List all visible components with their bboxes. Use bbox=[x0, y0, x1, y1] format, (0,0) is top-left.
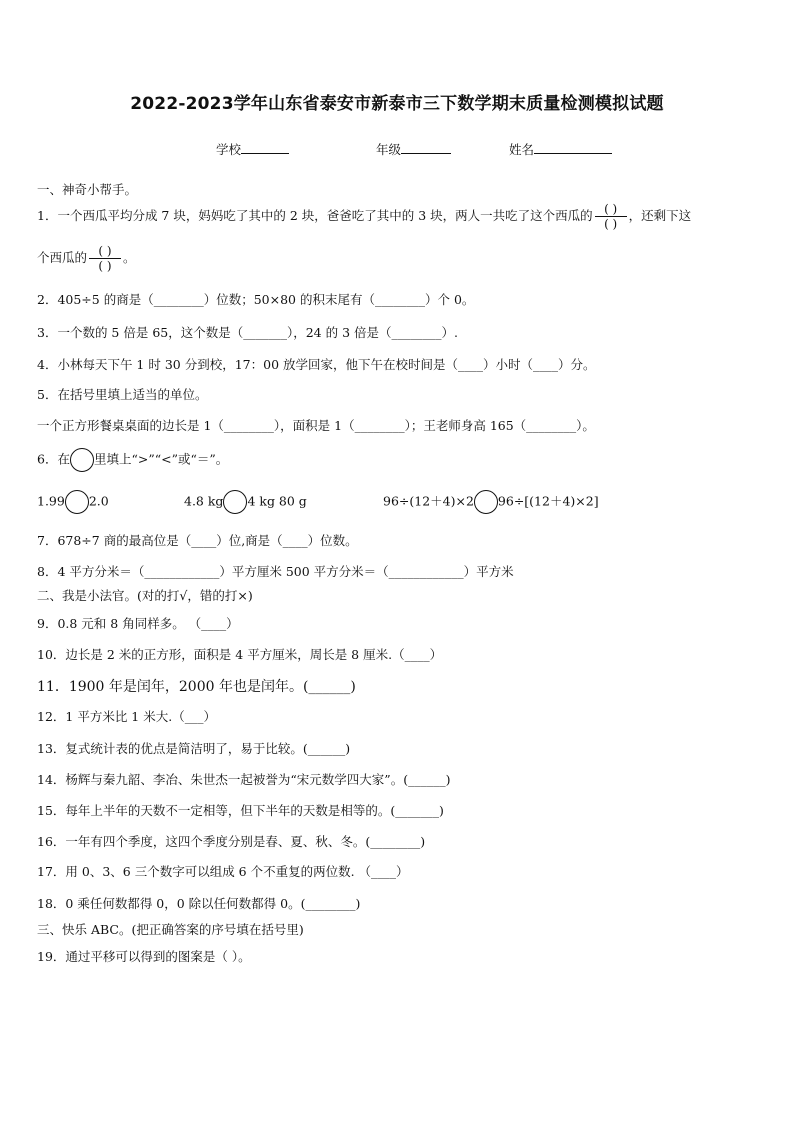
comparison-2-left: 4.8 kg bbox=[184, 493, 224, 509]
question-1-text-2: 个西瓜的 bbox=[37, 250, 88, 265]
question-1-end: 。 bbox=[123, 250, 136, 265]
circle-blank-icon bbox=[70, 448, 94, 472]
question-13: 13．复式统计表的优点是简洁明了，易于比较。(______) bbox=[37, 741, 351, 756]
comparison-3-left: 96÷(12＋4)×2 bbox=[383, 493, 474, 509]
comparison-1-right: 2.0 bbox=[88, 493, 109, 509]
comparison-3-circle[interactable] bbox=[474, 490, 498, 514]
name-blank[interactable] bbox=[534, 141, 612, 154]
comparison-2-right: 4 kg 80 g bbox=[247, 493, 307, 509]
fraction-numerator-blank-2[interactable]: ( ) bbox=[98, 244, 112, 258]
comparison-3-right: 96÷[(12＋4)×2] bbox=[497, 493, 599, 509]
fraction-denominator-blank-2[interactable]: ( ) bbox=[98, 259, 112, 273]
school-label: 学校 bbox=[216, 142, 242, 157]
question-1-line-2 bbox=[37, 244, 136, 273]
question-1-text-cont: ，还剩下这 bbox=[628, 208, 692, 223]
question-6-text: 6．在 bbox=[37, 451, 70, 467]
question-19: 19．通过平移可以得到的图案是（ ）。 bbox=[37, 949, 251, 964]
section-heading-2: 二、我是小法官。(对的打√，错的打×) bbox=[37, 588, 253, 603]
question-12: 12．1 平方米比 1 米大.（___） bbox=[37, 709, 216, 724]
question-14: 14．杨辉与秦九韶、李冶、朱世杰一起被誉为“宋元数学四大家”。(______) bbox=[37, 772, 451, 787]
question-11: 11．1900 年是闰年，2000 年也是闰年。(______) bbox=[37, 679, 356, 695]
fraction-denominator-blank[interactable]: ( ) bbox=[604, 217, 618, 231]
page-title: 2022-2023学年山东省泰安市新泰市三下数学期末质量检测模拟试题 bbox=[130, 94, 664, 114]
question-3: 3．一个数的 5 倍是 65，这个数是（_______），24 的 3 倍是（________）. bbox=[37, 325, 458, 340]
grade-blank[interactable] bbox=[401, 141, 451, 154]
question-6 bbox=[37, 448, 228, 472]
question-1-text: 1．一个西瓜平均分成 7 块，妈妈吃了其中的 2 块，爸爸吃了其中的 3 块，两人一共吃了这个西瓜的 bbox=[37, 208, 593, 223]
section-heading-3: 三、快乐 ABC。(把正确答案的序号填在括号里) bbox=[37, 922, 304, 937]
question-18: 18．0 乘任何数都得 0，0 除以任何数都得 0。(________) bbox=[37, 896, 361, 911]
comparison-2 bbox=[184, 490, 307, 514]
comparison-2-circle[interactable] bbox=[223, 490, 247, 514]
comparison-1-left: 1.99 bbox=[37, 493, 65, 509]
name-field bbox=[509, 140, 612, 158]
question-4: 4．小林每天下午 1 时 30 分到校，17：00 放学回家，他下午在校时间是（____）小时（____）分。 bbox=[37, 357, 596, 372]
question-7: 7．678÷7 商的最高位是（____）位,商是（____）位数。 bbox=[37, 533, 358, 548]
question-16: 16．一年有四个季度，这四个季度分别是春、夏、秋、冬。(________) bbox=[37, 834, 426, 849]
fraction-numerator-blank[interactable]: ( ) bbox=[604, 202, 618, 216]
question-8: 8．4 平方分米＝（____________）平方厘米 500 平方分米＝（____________）平方米 bbox=[37, 564, 514, 579]
question-15: 15．每年上半年的天数不一定相等，但下半年的天数是相等的。(_______) bbox=[37, 803, 444, 818]
question-10: 10．边长是 2 米的正方形，面积是 4 平方厘米，周长是 8 厘米.（____） bbox=[37, 647, 443, 662]
question-17: 17．用 0、3、6 三个数字可以组成 6 个不重复的两位数. （____） bbox=[37, 864, 409, 879]
name-label: 姓名 bbox=[509, 142, 535, 157]
comparison-1 bbox=[37, 490, 109, 514]
comparison-3 bbox=[383, 490, 599, 514]
comparison-1-circle[interactable] bbox=[65, 490, 89, 514]
fraction-eaten bbox=[595, 202, 627, 231]
question-5-detail: 一个正方形餐桌桌面的边长是 1（________），面积是 1（________）；王老师身高 165（________）。 bbox=[37, 418, 595, 433]
section-heading-1: 一、神奇小帮手。 bbox=[37, 182, 138, 197]
question-2: 2．405÷5 的商是（________）位数；50×80 的积末尾有（________）个 0。 bbox=[37, 292, 475, 307]
question-5: 5．在括号里填上适当的单位。 bbox=[37, 387, 208, 402]
school-field bbox=[216, 140, 289, 158]
fraction-left bbox=[89, 244, 121, 273]
question-1-line-1 bbox=[37, 202, 691, 231]
grade-field bbox=[376, 140, 451, 158]
school-blank[interactable] bbox=[241, 141, 289, 154]
question-9: 9．0.8 元和 8 角同样多。 （____） bbox=[37, 616, 239, 631]
grade-label: 年级 bbox=[376, 142, 402, 157]
question-6-text-cont: 里填上“>”“<”或“＝”。 bbox=[93, 451, 229, 467]
